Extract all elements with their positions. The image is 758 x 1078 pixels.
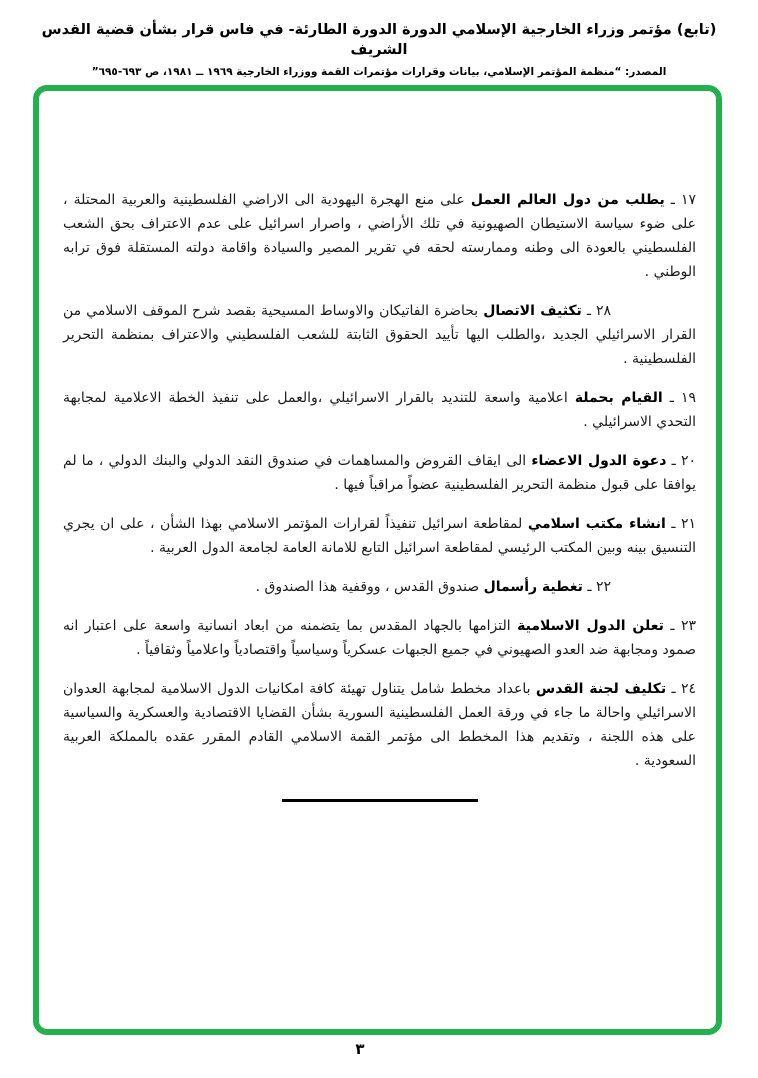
resolution-paragraph-19: [63, 386, 696, 434]
document-source-citation: المصدر: “منظمة المؤتمر الإسلامي، بيانات وقرارات مؤتمرات القمة ووزراء الخارجية ١٩٦٩ ــ ١٩٨١، ص ٦٩٣-٦٩٥”: [91, 65, 667, 78]
document-body: [63, 188, 696, 802]
resolution-paragraph-23: [63, 614, 696, 662]
paragraph-number: ١٧ ـ: [664, 192, 696, 208]
resolution-paragraph-21: [63, 512, 696, 560]
paragraph-text: على منع الهجرة اليهودية الى الاراضي الفلسطينية والعربية المحتلة ، على ضوء سياسة الاستيطان الصهيونية في تلك الأراضي ، واصرار اسرائيل على عدم الاعتراف بحق الشعب الفلسطيني بالعودة الى وطنه وممارسته لحقه في تقرير المصير والسيادة واقامة دولته المستقلة فوق ترابه الوطني .: [63, 192, 696, 280]
section-divider-rule: [282, 799, 478, 802]
resolution-paragraph-20: [63, 449, 696, 497]
paragraph-number: ٢٣ ـ: [663, 618, 696, 634]
page-number: ٣: [355, 1040, 365, 1058]
paragraph-lead: تعلن الدول الاسلامية: [517, 618, 664, 634]
paragraph-text: التزامها بالجهاد المقدس بما يتضمنه من ابعاد انسانية واسعة على اعتبار انه صمود ومجابهة ضد العدو الصهيوني في جميع الجبهات عسكرياً وسياسياً واقتصادياً واعلامياً وثقافياً .: [63, 618, 696, 658]
paragraph-lead: تغطية رأسمال: [483, 579, 583, 595]
resolution-paragraph-18: [63, 299, 696, 371]
paragraph-lead: القيام بحملة: [574, 390, 663, 406]
paragraph-number: ١٩ ـ: [662, 390, 696, 406]
resolution-paragraph-22: [63, 575, 696, 599]
paragraph-text: باعداد مخطط شامل يتناول تهيئة كافة امكانيات الدول الاسلامية لمجابهة العدوان الاسرائيلي واحالة ما جاء في ورقة العمل الفلسطينية السورية بشأن القضايا الاقتصادية والعسكرية والسياسية على هذه اللجنة ، وتقديم هذا المخطط الى مؤتمر القمة الاسلامي القادم المقرر عقده بالمملكة العربية السعودية .: [63, 681, 696, 769]
paragraph-lead: تكثيف الاتصال: [483, 303, 582, 319]
resolution-paragraph-24: [63, 677, 696, 773]
paragraph-text: بحاضرة الفاتيكان والاوساط المسيحية بقصد شرح الموقف الاسلامي من القرار الاسرائيلي الجديد ،والطلب اليها تأييد الحقوق الثابتة للشعب الفلسطيني والاعتراف بمنظمة التحرير الفلسطينية .: [63, 303, 696, 367]
document-title: (تابع) مؤتمر وزراء الخارجية الإسلامي الدورة الدورة الطارئة- في فاس قرار بشأن قضية القدس الشريف: [41, 22, 717, 59]
paragraph-lead: دعوة الدول الاعضاء: [531, 453, 667, 469]
paragraph-lead: يطلب من دول العالم العمل: [470, 192, 665, 208]
resolution-paragraph-17: [63, 188, 696, 284]
paragraph-number: ٢٨ ـ: [581, 303, 611, 319]
paragraph-text: اعلامية واسعة للتنديد بالقرار الاسرائيلي ،والعمل على تنفيذ الخطة الاعلامية لمجابهة التحدي الاسرائيلي .: [63, 390, 696, 430]
document-header: [0, 0, 758, 78]
paragraph-number: ٢١ ـ: [665, 516, 696, 532]
paragraph-text: الى ايقاف القروض والمساهمات في صندوق النقد الدولي والبنك الدولي ، ما لم يوافقا على قبول منظمة التحرير الفلسطينية عضواً مراقباً فيها .: [63, 453, 696, 493]
paragraph-number: ٢٤ ـ: [666, 681, 696, 697]
paragraph-lead: انشاء مكتب اسلامي: [527, 516, 666, 532]
paragraph-number: ٢٢ ـ: [582, 579, 611, 595]
paragraph-lead: تكليف لجنة القدس: [535, 681, 667, 697]
paragraph-number: ٢٠ ـ: [666, 453, 697, 469]
paragraph-text: لمقاطعة اسرائيل تنفيذاً لقرارات المؤتمر الاسلامي بهذا الشأن ، على ان يجري التنسيق بينه وبين المكتب الرئيسي لمقاطعة اسرائيل التابع للامانة العامة لجامعة الدول العربية .: [63, 516, 696, 556]
paragraph-text: صندوق القدس ، ووقفية هذا الصندوق .: [255, 579, 484, 595]
